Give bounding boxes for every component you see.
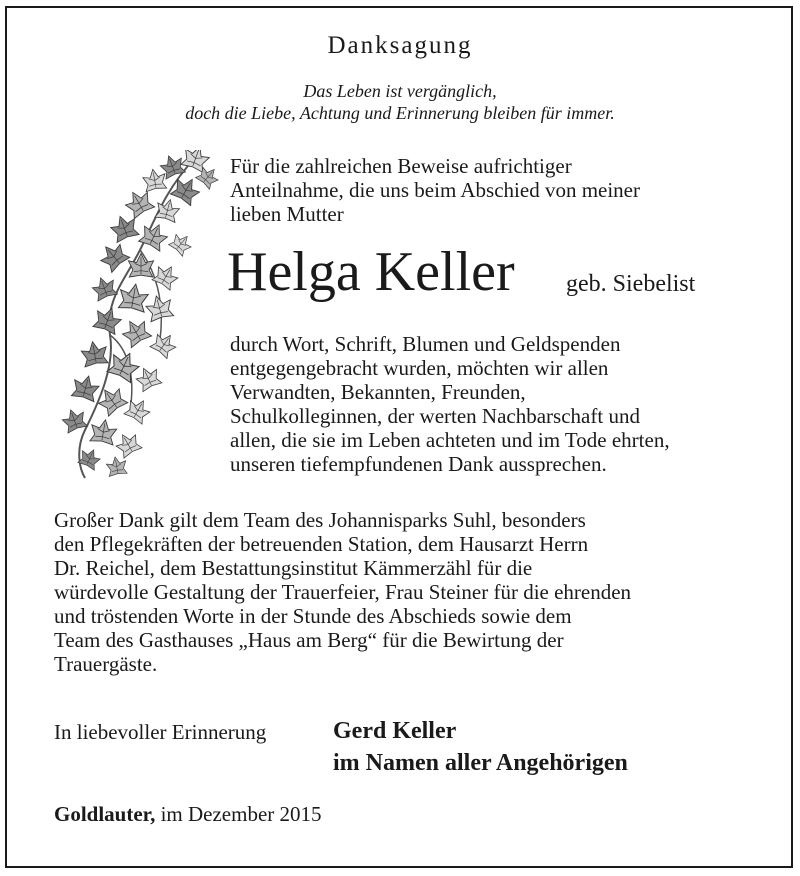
special-thanks-line: Team des Gasthauses „Haus am Berg“ für die Bewirtung der (54, 628, 564, 652)
motto-line-1: Das Leben ist vergänglich, (303, 81, 497, 101)
motto (0, 80, 800, 124)
thanks-line: Verwandten, Bekannten, Freunden, (230, 380, 526, 404)
thanks-line: allen, die sie im Leben achteten und im Tode ehrten, (230, 428, 670, 452)
intro-paragraph (230, 154, 770, 226)
intro-line: Anteilnahme, die uns beim Abschied von meiner (230, 178, 640, 202)
thanks-line: Schulkolleginnen, der werten Nachbarschaft und (230, 404, 640, 428)
special-thanks-line: und tröstenden Worte in der Stunde des Abschieds sowie dem (54, 604, 572, 628)
deceased-maiden-name: geb. Siebelist (566, 271, 696, 297)
place: Goldlauter, (54, 802, 156, 826)
intro-line: lieben Mutter (230, 202, 344, 226)
special-thanks-line: Dr. Reichel, dem Bestattungsinstitut Kämmerzähl für die (54, 556, 533, 580)
thanks-line: unseren tiefempfundenen Dank aussprechen. (230, 452, 607, 476)
special-thanks-line: Trauergäste. (54, 652, 158, 676)
signature-name: Gerd Keller (333, 718, 457, 744)
thanks-paragraph (230, 332, 790, 476)
special-thanks-line: Großer Dank gilt dem Team des Johannisparks Suhl, besonders (54, 508, 586, 532)
thanks-line: entgegengebracht wurden, möchten wir allen (230, 356, 609, 380)
ivy-vine-icon (45, 150, 225, 480)
special-thanks-paragraph (54, 508, 784, 676)
special-thanks-line: den Pflegekräften der betreuenden Station, dem Hausarzt Herrn (54, 532, 589, 556)
signature-subline: im Namen aller Angehörigen (333, 750, 628, 776)
intro-line: Für die zahlreichen Beweise aufrichtiger (230, 154, 572, 178)
special-thanks-line: würdevolle Gestaltung der Trauerfeier, Frau Steiner für die ehrenden (54, 580, 632, 604)
place-date (54, 802, 322, 826)
notice-heading: Danksagung (327, 32, 473, 59)
deceased-name: Helga Keller (227, 241, 515, 303)
motto-line-2: doch die Liebe, Achtung und Erinnerung bleiben für immer. (185, 103, 615, 123)
thanks-line: durch Wort, Schrift, Blumen und Geldspenden (230, 332, 621, 356)
date: im Dezember 2015 (160, 802, 322, 826)
signature-label: In liebevoller Erinnerung (54, 720, 267, 744)
